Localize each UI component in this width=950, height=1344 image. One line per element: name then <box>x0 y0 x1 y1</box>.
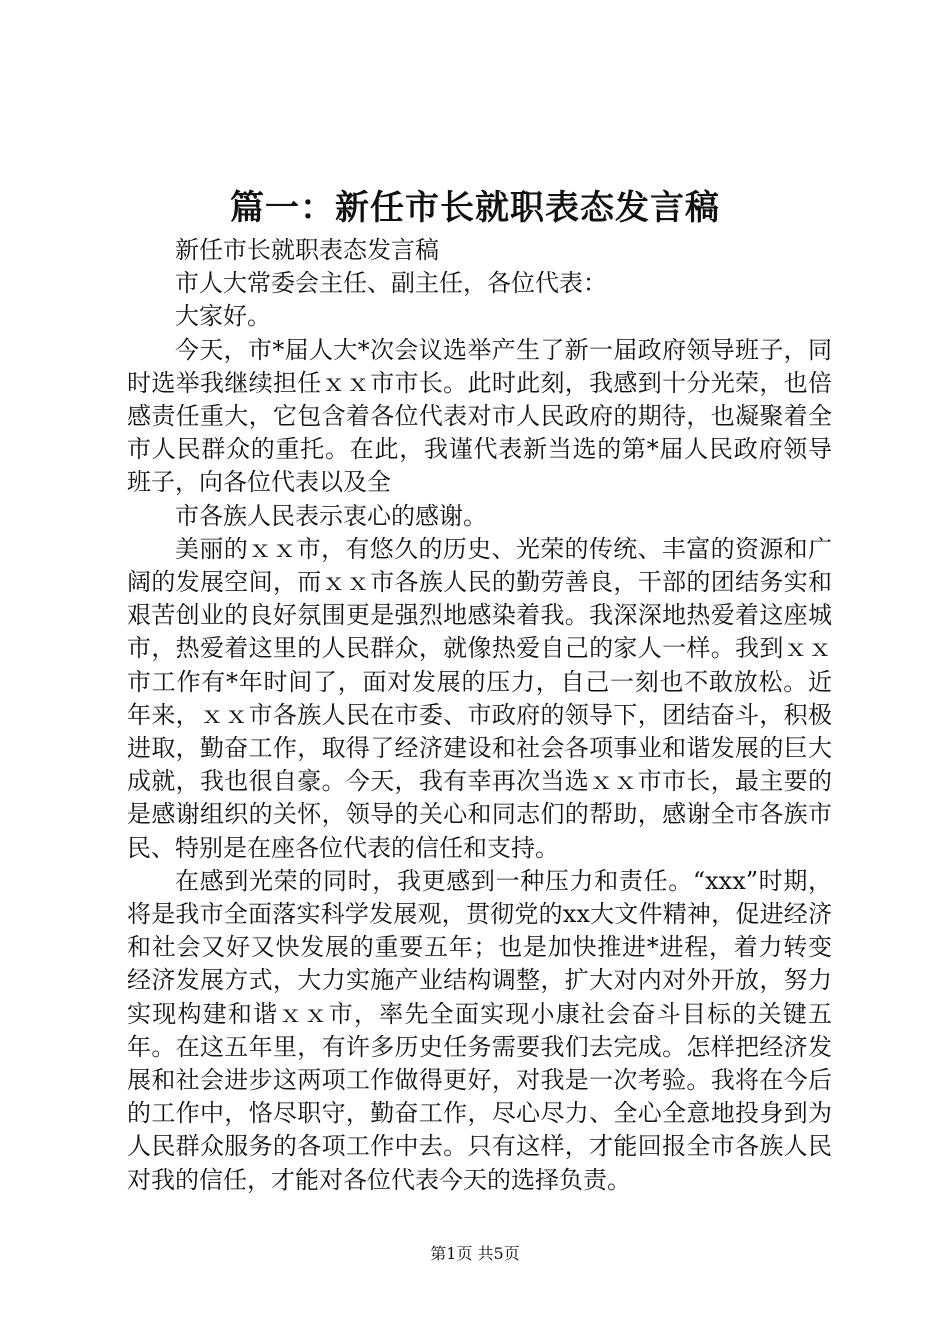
document-body <box>127 234 832 1197</box>
paragraph: 在感到光荣的同时，我更感到一种压力和责任。“xxx”时期，将是我市全面落实科学发展观，贯彻党的xx大文件精神，促进经济和社会又好又快发展的重要五年；也是加快推进*进程，着力转变经济发展方式，大力实施产业结构调整，扩大对内对外开放，努力实现构建和谐ｘｘ市，率先全面实现小康社会奋斗目标的关键五年。在这五年里，有许多历史任务需要我们去完成。怎样把经济发展和社会进步这两项工作做得更好，对我是一次考验。我将在今后的工作中，恪尽职守，勤奋工作，尽心尽力、全心全意地投身到为人民群众服务的各项工作中去。只有这样，才能回报全市各族人民对我的信任，才能对各位代表今天的选择负责。 <box>127 866 832 1194</box>
paragraph: 市各族人民表示衷心的感谢。 <box>175 501 487 530</box>
paragraph: 美丽的ｘｘ市，有悠久的历史、光荣的传统、丰富的资源和广阔的发展空间，而ｘｘ市各族人民的勤劳善良，干部的团结务实和艰苦创业的良好氛围更是强烈地感染着我。我深深地热爱着这座城市，热爱着这里的人民群众，就像热爱自己的家人一样。我到ｘｘ市工作有*年时间了，面对发展的压力，自己一刻也不敢放松。近年来，ｘｘ市各族人民在市委、市政府的领导下，团结奋斗，积极进取，勤奋工作，取得了经济建设和社会各项事业和谐发展的巨大成就，我也很自豪。今天，我有幸再次当选ｘｘ市市长，最主要的是感谢组织的关怀，领导的关心和同志们的帮助，感谢全市各族市民、特别是在座各位代表的信任和支持。 <box>127 534 832 862</box>
paragraph: 市人大常委会主任、副主任，各位代表： <box>175 269 607 298</box>
paragraph: 今天，市*届人大*次会议选举产生了新一届政府领导班子，同时选举我继续担任ｘｘ市市长。此时此刻，我感到十分光荣，也倍感责任重大，它包含着各位代表对市人民政府的期待，也凝聚着全市人民群众的重托。在此，我谨代表新当选的第*届人民政府领导班子，向各位代表以及全 <box>127 335 832 497</box>
paragraph: 新任市长就职表态发言稿 <box>175 236 439 264</box>
page-number-footer: 第1页 共5页 <box>430 1244 520 1263</box>
paragraph: 大家好。 <box>175 302 271 331</box>
document-title: 篇一：新任市长就职表态发言稿 <box>230 188 720 228</box>
